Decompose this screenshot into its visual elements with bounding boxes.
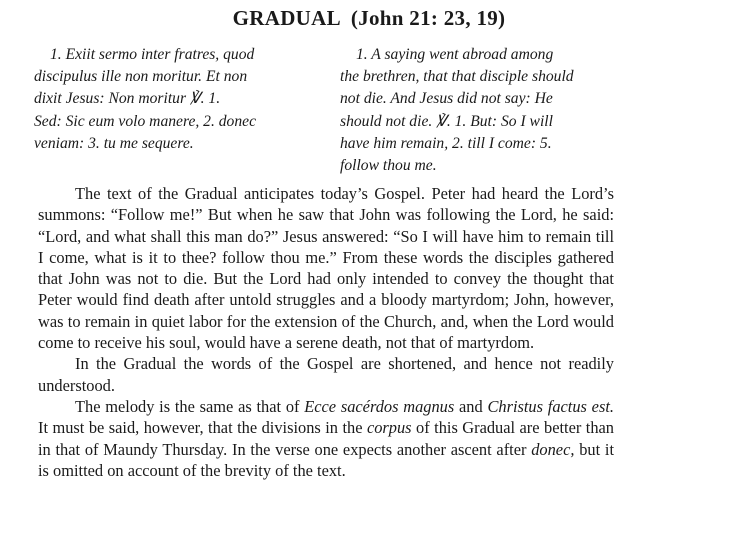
scripture-reference: (John 21: 23, 19) — [350, 6, 506, 30]
text-run: but it is omitted on account of the brevity of the text. — [38, 439, 615, 480]
english-line: 1. A saying went abroad among — [356, 46, 554, 63]
english-line: have him remain, 2. till I come: 5. — [340, 134, 552, 152]
latin-line: discipulus ille non moritur. Et non — [34, 68, 248, 86]
english-line: should not die. ℣. 1. But: So I will — [340, 112, 553, 130]
italic-title: Christus factus est. — [487, 396, 614, 416]
english-text-column — [340, 44, 618, 177]
italic-term: donec, — [531, 439, 575, 459]
english-line: follow thou me. — [340, 157, 437, 175]
italic-term: corpus — [366, 418, 412, 438]
commentary-paragraph-3 — [38, 396, 614, 481]
commentary — [38, 183, 614, 481]
latin-text-column — [34, 44, 316, 155]
latin-line: veniam: 3. tu me sequere. — [34, 134, 194, 152]
english-line: the brethren, that that disciple should — [340, 68, 574, 86]
text-run: It must be said, however, that the divisions in the — [38, 418, 367, 438]
commentary-paragraph-2: In the Gradual the words of the Gospel are shortened, and hence not readily understood. — [38, 354, 614, 395]
italic-title: Ecce sacérdos magnus — [304, 396, 455, 416]
text-run: and — [454, 396, 488, 416]
text-run: The melody is the same as that of — [75, 396, 305, 416]
latin-line: dixit Jesus: Non moritur ℣. 1. — [34, 90, 221, 108]
page-title — [0, 6, 738, 31]
title-word: GRADUAL — [232, 6, 341, 30]
english-line: not die. And Jesus did not say: He — [340, 90, 553, 108]
latin-line: Sed: Sic eum volo manere, 2. donec — [34, 112, 256, 130]
latin-line: 1. Exiit sermo inter fratres, quod — [50, 46, 255, 63]
text-run: of this Gradual are better than in that of Maundy Thursday. In the verse one expects another ascent after — [38, 418, 614, 459]
commentary-paragraph-1: The text of the Gradual anticipates today’s Gospel. Peter had heard the Lord’s summons: “Follow me!” But when he saw that John was following the Lord, he said: “Lord, and what shall this man do?” Jesus answered: “So I will have him to remain till I come, what is it to thee? follow thou me.” From these words the disciples gathered that John was not to die. But the Lord had only intended to convey the thought that Peter would find death after untold struggles and a bloody martyrdom; John, however, was to remain in quiet labor for the extension of the Church, and, when the Lord would come to receive his soul, would have a serene death, not that of martyrdom. — [38, 184, 614, 353]
